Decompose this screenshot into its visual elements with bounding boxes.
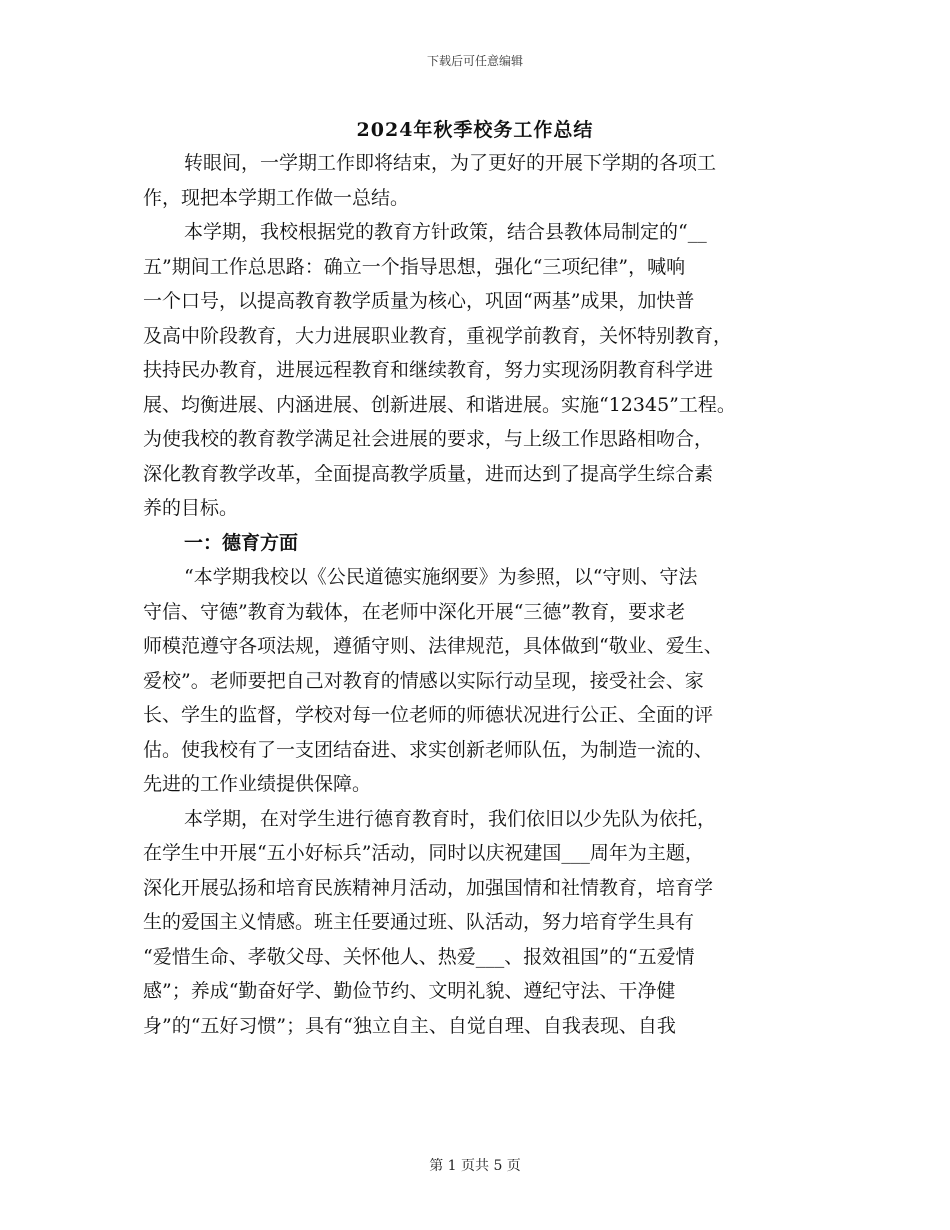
body-text-line: 养的目标。 — [143, 497, 239, 519]
body-text-line: 本学期，在对学生进行德育教育时，我们依旧以少先队为依托， — [184, 807, 717, 830]
body-text-line: 守信、守德”教育为载体，在老师中深化开展“三德”教育，要求老 — [143, 600, 686, 623]
document-title: 2024年秋季校务工作总结 — [356, 119, 594, 141]
body-text-line: 展、均衡进展、内涵进展、创新进展、和谐进展。实施“12345”工程。 — [143, 393, 736, 416]
body-text-line: 估。使我校有了一支团结奋进、求实创新老师队伍，为制造一流的、 — [143, 738, 714, 761]
body-text-line: 在学生中开展“五小好标兵”活动，同时以庆祝建国___周年为主题， — [143, 842, 704, 864]
body-text-line: 感”；养成“勤奋好学、勤俭节约、文明礼貌、遵纪守法、干净健 — [143, 980, 676, 1002]
body-text-line: 及高中阶段教育，大力进展职业教育，重视学前教育，关怀特别教育， — [143, 324, 733, 347]
body-text-line: 作，现把本学期工作做一总结。 — [143, 186, 410, 209]
body-text-line: 深化开展弘扬和培育民族精神月活动，加强国情和社情教育，培育学 — [143, 876, 714, 899]
document-body — [143, 146, 833, 1043]
body-text-line: 先进的工作业绩提供保障。 — [143, 773, 372, 795]
body-text-line: 深化教育教学改革，全面提高教学质量，进而达到了提高学生综合素 — [143, 462, 714, 485]
page-footer: 第 1 页共 5 页 — [429, 1158, 521, 1174]
body-text-line: 爱校”。老师要把自己对教育的情感以实际行动呈现，接受社会、家 — [143, 669, 704, 692]
body-text-line: 生的爱国主义情感。班主任要通过班、队活动，努力培育学生具有 — [143, 911, 695, 933]
page-header-note: 下载后可任意编辑 — [426, 54, 523, 68]
body-text-line: 五”期间工作总思路：确立一个指导思想，强化“三项纪律”，喊响 — [143, 255, 686, 278]
body-text-line: 一个口号，以提高教育教学质量为核心，巩固“两基”成果，加快普 — [143, 290, 695, 312]
body-text-line: 本学期，我校根据党的教育方针政策，结合县教体局制定的“__ — [184, 221, 707, 243]
body-text-line: 长、学生的监督，学校对每一位老师的师德状况进行公正、全面的评 — [143, 704, 714, 726]
body-text-line: “爱惜生命、孝敬父母、关怀他人、热爱___、报效祖国”的“五爱情 — [143, 945, 695, 968]
section-heading: 一：德育方面 — [184, 531, 299, 554]
body-text-line: 师模范遵守各项法规，遵循守则、法律规范，具体做到“敬业、爱生、 — [143, 635, 723, 657]
body-text-line: 扶持民办教育，进展远程教育和继续教育，努力实现汤阴教育科学进 — [143, 359, 714, 381]
body-text-line: 为使我校的教育教学满足社会进展的要求，与上级工作思路相吻合， — [143, 428, 714, 450]
body-text-line: 身”的“五好习惯”；具有“独立自主、自觉自理、自我表现、自我 — [143, 1014, 676, 1037]
body-text-line: “本学期我校以《公民道德实施纲要》为参照，以“守则、守法 — [184, 566, 698, 588]
body-text-line: 转眼间，一学期工作即将结束，为了更好的开展下学期的各项工 — [184, 152, 717, 174]
